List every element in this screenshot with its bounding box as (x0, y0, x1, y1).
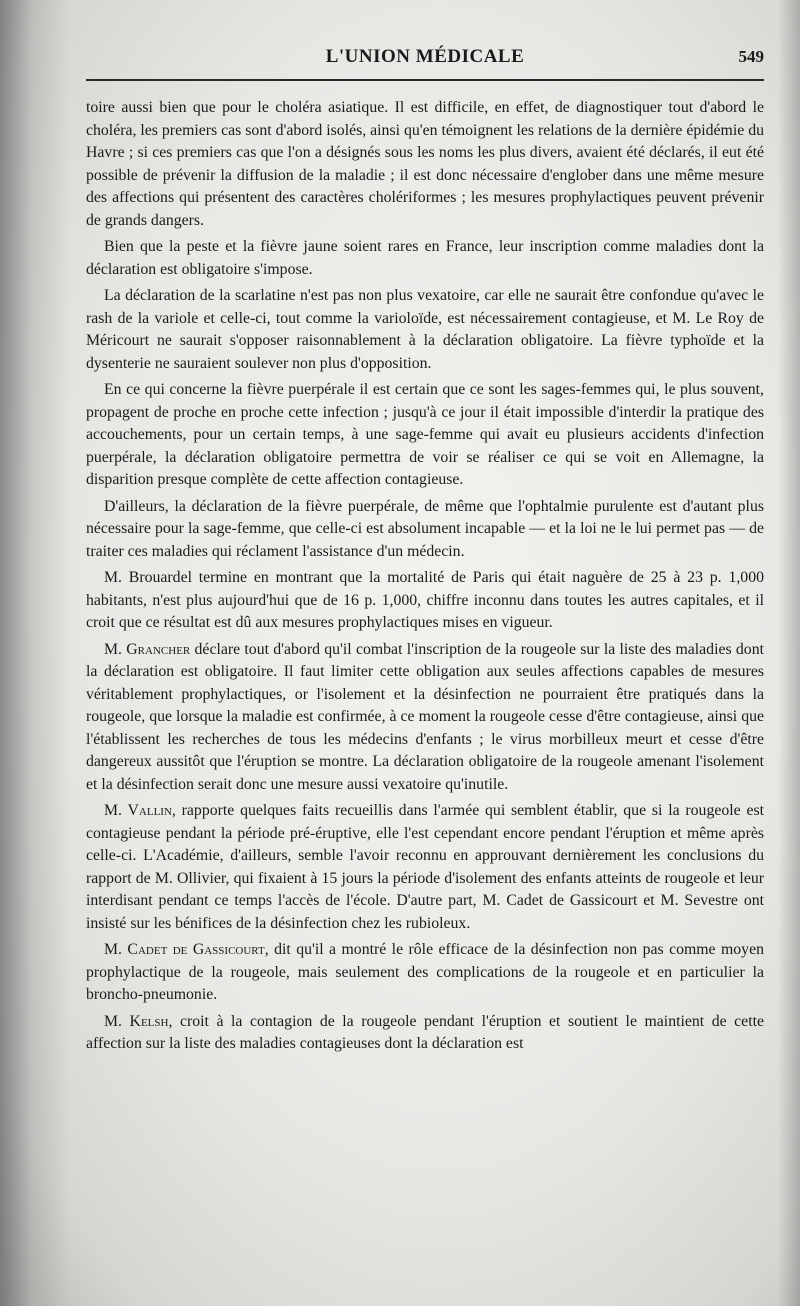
paragraph: M. Grancher déclare tout d'abord qu'il combat l'inscription de la rougeole sur la liste des maladies dont la déclaration est obligatoire. Il faut limiter cette obligation aux seules affections capables de mesures véritablement prophylactiques, or l'isolement et la désinfection ne pourraient être pratiqués dans la rougeole, que lorsque la maladie est confirmée, à ce moment la rougeole cesse d'être contagieuse, ainsi que l'établissent les recherches de tous les médecins d'enfants ; le virus morbilleux meurt et cesse d'être dangereux aussitôt que l'éruption se montre. La déclaration obligatoire de la rougeole amenant l'isolement et la désinfection serait donc une mesure aussi vexatoire qu'inutile. (86, 640, 764, 793)
paragraph: Bien que la peste et la fièvre jaune soient rares en France, leur inscription comme maladies dont la déclaration est obligatoire s'impose. (86, 238, 764, 278)
paragraph: M. Vallin, rapporte quelques faits recueillis dans l'armée qui semblent établir, que si la rougeole est contagieuse pendant la période pré-éruptive, elle l'est cependant encore pendant l'éruption et même après celle-ci. L'Académie, d'ailleurs, semble l'avoir reconnu en approuvant dernièrement les conclusions du rapport de M. Ollivier, qui fixaient à 15 jours la période d'isolement des enfants atteints de rougeole et leur interdisant pendant ce temps l'accès de l'école. D'autre part, M. Cadet de Gassicourt et M. Sevestre ont insisté sur les bénifices de la désinfection chez les rubioleux. (86, 802, 764, 932)
paragraph: toire aussi bien que pour le choléra asiatique. Il est difficile, en effet, de diagnostiquer tout d'abord le choléra, les premiers cas sont d'abord isolés, ainsi qu'en témoignent les relations de la dernière épidémie du Havre ; si ces premiers cas que l'on a désignés sous les noms les plus divers, avaient été déclarés, il eut été possible de prévenir la diffusion de la maladie ; il est donc nécessaire d'englober dans une même mesure des affections qui présentent des caractères cholériformes ; les mesures prophylactiques peuvent prévenir de grands dangers. (86, 99, 764, 229)
body-text (86, 97, 764, 1060)
paragraph: La déclaration de la scarlatine n'est pas non plus vexatoire, car elle ne saurait être confondue qu'avec le rash de la variole et celle-ci, tout comme la varioloïde, est nécessairement contagieuse, et M. Le Roy de Méricourt ne saurait s'opposer raisonnablement à la déclaration obligatoire. La fièvre typhoïde et la dysenterie ne sauraient soulever non plus d'opposition. (86, 287, 764, 372)
page-header (86, 40, 764, 74)
paragraph: M. Brouardel termine en montrant que la mortalité de Paris qui était naguère de 25 à 23 p. 1,000 habitants, n'est plus aujourd'hui que de 16 p. 1,000, chiffre inconnu dans toutes les autres capitales, et il croit que ce résultat est dû aux mesures prophylactiques mises en vigueur. (86, 569, 764, 631)
speaker-name: M. Cadet de Gassicourt, (104, 941, 269, 958)
paragraph: M. Cadet de Gassicourt, dit qu'il a montré le rôle efficace de la désinfection non pas comme moyen prophylactique de la rougeole, mais seulement des complications de la rougeole et en particulier la broncho-pneumonie. (86, 941, 764, 1003)
page-number: 549 (738, 47, 764, 66)
speaker-name: M. Grancher (104, 640, 191, 658)
paragraph: En ce qui concerne la fièvre puerpérale il est certain que ce sont les sages-femmes qui, le plus souvent, propagent de proche en proche cette infection ; jusqu'à ce jour il était impossible d'interdir la pratique des accouchements, pour un certain temps, à une sage-femme qui avait eu plusieurs accidents d'infection puerpérale, la déclaration obligatoire permettra de voir se réaliser ce qui se voit en Allemagne, la disparition presque complète de cette affection contagieuse. (86, 381, 764, 488)
running-title: L'UNION MÉDICALE (325, 46, 525, 67)
page-shadow-right (778, 0, 800, 1306)
page-shadow-left (0, 0, 70, 1306)
speaker-name: M. Vallin, (104, 802, 176, 819)
header-rule (86, 79, 764, 81)
paragraph: M. Kelsh, croit à la contagion de la rougeole pendant l'éruption et soutient le maintient de cette affection sur la liste des maladies contagieuses dont la déclaration est (86, 1012, 764, 1052)
paragraph: D'ailleurs, la déclaration de la fièvre puerpérale, de même que l'ophtalmie purulente est d'autant plus nécessaire pour la sage-femme, que celle-ci est absolument incapable — et la loi ne le lui permet pas — de traiter ces maladies qui réclament l'assistance d'un médecin. (86, 497, 764, 560)
speaker-name: M. Kelsh, (104, 1012, 173, 1030)
